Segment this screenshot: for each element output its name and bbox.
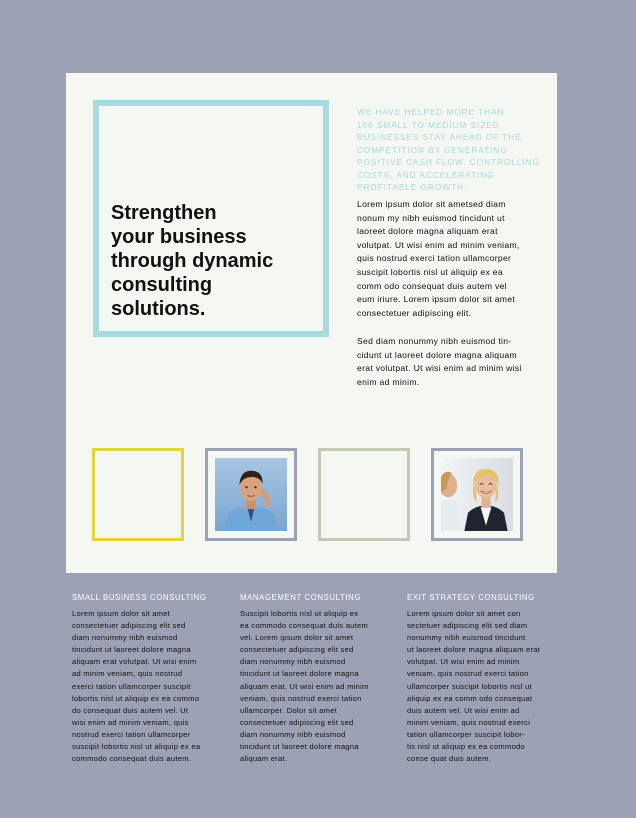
column-text: Lorem ipsum dolor sit amet con sectetuer adipiscing elit sed diam nonummy nibh euismod tincidunt ut laoreet dolore magna aliquam erat volutpat. Ut wisi enim ad minim veniam, quis nostrud exerci tation ullamcorper suscipit lobortis nisl ut aliquip ex ea comm odo consequat duis autem vel. Ut wisi enim ad minim veniam, quis nostrud exerci tation ullamcorper suscipit lobor- tis nisl ut aliquip ex ea commodo conse quat duis autem. — [407, 609, 541, 764]
businessman-photo — [215, 458, 287, 531]
businesswomen-photo — [441, 458, 513, 531]
column-title: EXIT STRATEGY CONSULTING — [407, 593, 535, 602]
intro-paragraph-1: Lorem ipsum dolor sit ametsed diam nonum my nibh euismod tincidunt ut laoreet dolore magna aliquam erat volutpat. Ut wisi enim ad minim veniam, quis nostrud exerci tation ullamcorper suscipit lobortis nisl ut aliquip ex ea comm odo consequat duis autem vel eum iriure. Lorem ipsum dolor sit amet consectetuer adipiscing elit. — [357, 199, 520, 318]
column-title: SMALL BUSINESS CONSULTING — [72, 593, 207, 602]
photo-frame-businesswomen — [431, 448, 523, 541]
headline: Strengthen your business through dynamic consulting solutions. — [111, 202, 274, 320]
empty-frame-sage — [318, 448, 410, 541]
empty-frame-yellow — [92, 448, 184, 541]
intro-paragraph-2: Sed diam nonummy nibh euismod tin- cidunt ut laoreet dolore magna aliquam erat volutpat. Ut wisi enim ad minim wisi enim ad minim. — [357, 336, 522, 387]
column-title: MANAGEMENT CONSULTING — [240, 593, 362, 602]
tagline: WE HAVE HELPED MORE THAN 100 SMALL TO MEDIUM SIZED BUSINESSES STAY AHEAD OF THE COMPETITION BY GENERATING POSITIVE CASH FLOW, CONTROLLING COSTS, AND ACCELERATING PROFITABLE GROWTH. — [357, 108, 540, 192]
column-text: Lorem ipsum dolor sit amet consectetuer adipiscing elit sed diam nonummy nibh euismod tincidunt ut laoreet dolore magna aliquam erat volutpat. Ut wisi enim ad minim veniam, quis nostrud exerci tation ullamcorper suscipit lobortis nisl ut aliquip ex ea commo do consequat duis autem vel. Ut wisi enim ad minim veniam, quis nostrud exerci tation ullamcorper suscipit lobortis nisl ut aliquip ex ea commodo consequat duis autem. — [72, 609, 201, 764]
column-small-business — [72, 592, 222, 765]
content-panel — [66, 73, 557, 573]
column-management — [240, 592, 390, 765]
headline-frame — [93, 100, 329, 337]
photo-frame-businessman — [205, 448, 297, 541]
column-text: Suscipit lobortis nisl ut aliquip ex ea commodo consequat duis autem vel. Lorem ipsum dolor sit amet consectetuer adipiscing elit sed diam nonummy nibh euismod tincidunt ut laoreet dolore magna aliquam erat. Ut wisi enim ad minim veniam, quis nostrud exerci tation ullamcorper. Dolor sit amet consectetuer adipiscing elit sed diam nonummy nibh euismod tincidunt ut laoreet dolore magna aliquam erat. — [240, 609, 369, 764]
column-exit-strategy — [407, 592, 557, 765]
